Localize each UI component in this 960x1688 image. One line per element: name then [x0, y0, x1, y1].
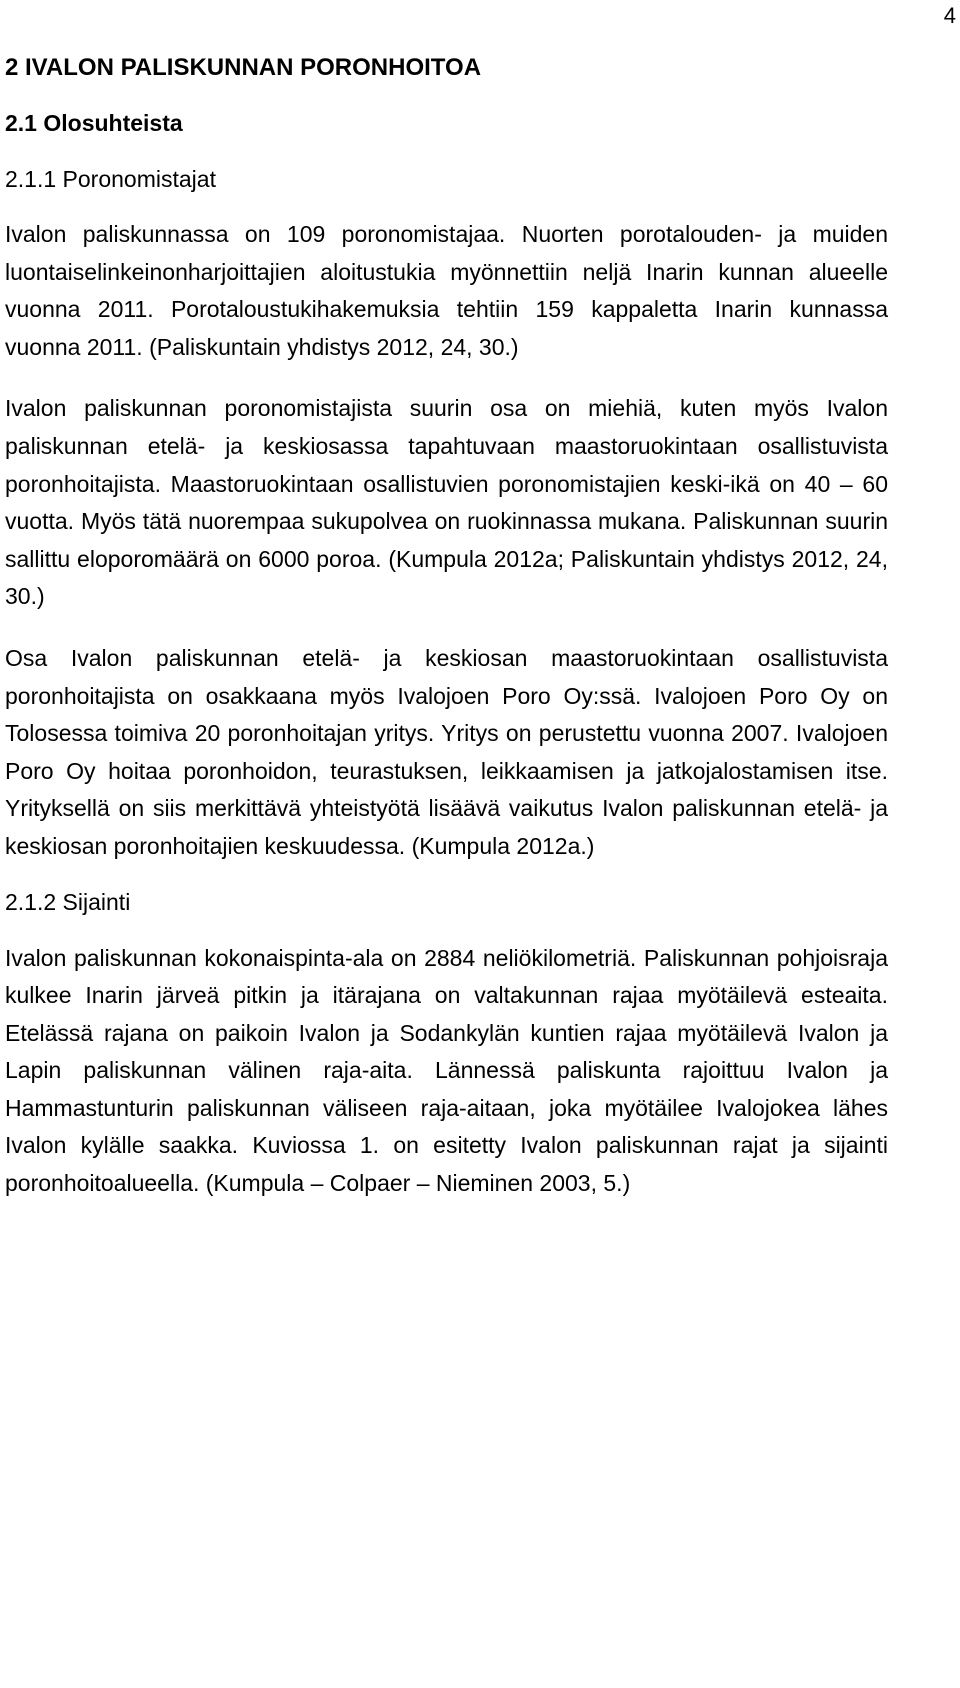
- page-number: 4: [943, 3, 956, 28]
- paragraph-2: Ivalon paliskunnan poronomistajista suurin osa on miehiä, kuten myös Ivalon paliskunnan etelä- ja keskiosassa tapahtuvaan maastoruokintaan osallistuvista poronhoitajista. Maastoruokintaan osallistuvien poronomistajien keski-ikä on 40 – 60 vuotta. Myös tätä nuorempaa sukupolvea on ruokinnassa mukana. Paliskunnan suurin sallittu eloporomäärä on 6000 poroa. (Kumpula 2012a; Paliskuntain yhdistys 2012, 24, 30.): [5, 395, 888, 610]
- paragraph-4: Ivalon paliskunnan kokonaispinta-ala on 2884 neliökilometriä. Paliskunnan pohjoisraja kulkee Inarin järveä pitkin ja itärajana on valtakunnan rajaa myötäilevä esteaita. Etelässä rajana on paikoin Ivalon ja Sodankylän kuntien rajaa myötäilevä Ivalon ja Lapin paliskunnan välinen raja-aita. Lännessä paliskunta rajoittuu Ivalon ja Hammastunturin paliskunnan väliseen raja-aitaan, joka myötäilee Ivalojokea lähes Ivalon kylälle saakka. Kuviossa 1. on esitetty Ivalon paliskunnan rajat ja sijainti poronhoitoalueella. (Kumpula – Colpaer – Nieminen 2003, 5.): [5, 944, 888, 1197]
- paragraph-3: Osa Ivalon paliskunnan etelä- ja keskiosan maastoruokintaan osallistuvista poronhoitajista on osakkaana myös Ivalojoen Poro Oy:ssä. Ivalojoen Poro Oy on Tolosessa toimiva 20 poronhoitajan yritys. Yritys on perustettu vuonna 2007. Ivalojoen Poro Oy hoitaa poronhoidon, teurastuksen, leikkaamisen ja jatkojalostamisen itse. Yrityksellä on siis merkittävä yhteistyötä lisäävä vaikutus Ivalon paliskunnan etelä- ja keskiosan poronhoitajien keskuudessa. (Kumpula 2012a.): [5, 644, 888, 859]
- subsection-heading-poronomistajat: 2.1.1 Poronomistajat: [5, 166, 216, 192]
- section-heading: 2.1 Olosuhteista: [5, 110, 183, 136]
- document-body: [5, 48, 888, 1203]
- paragraph-1: Ivalon paliskunnassa on 109 poronomistajaa. Nuorten porotalouden- ja muiden luontaiselinkeinonharjoittajien aloitustukia myönnettiin neljä Inarin kunnan alueelle vuonna 2011. Porotaloustukihakemuksia tehtiin 159 kappaletta Inarin kunnassa vuonna 2011. (Paliskuntain yhdistys 2012, 24, 30.): [5, 221, 888, 360]
- subsection-heading-sijainti: 2.1.2 Sijainti: [5, 888, 131, 915]
- chapter-heading: 2 IVALON PALISKUNNAN PORONHOITOA: [5, 54, 482, 81]
